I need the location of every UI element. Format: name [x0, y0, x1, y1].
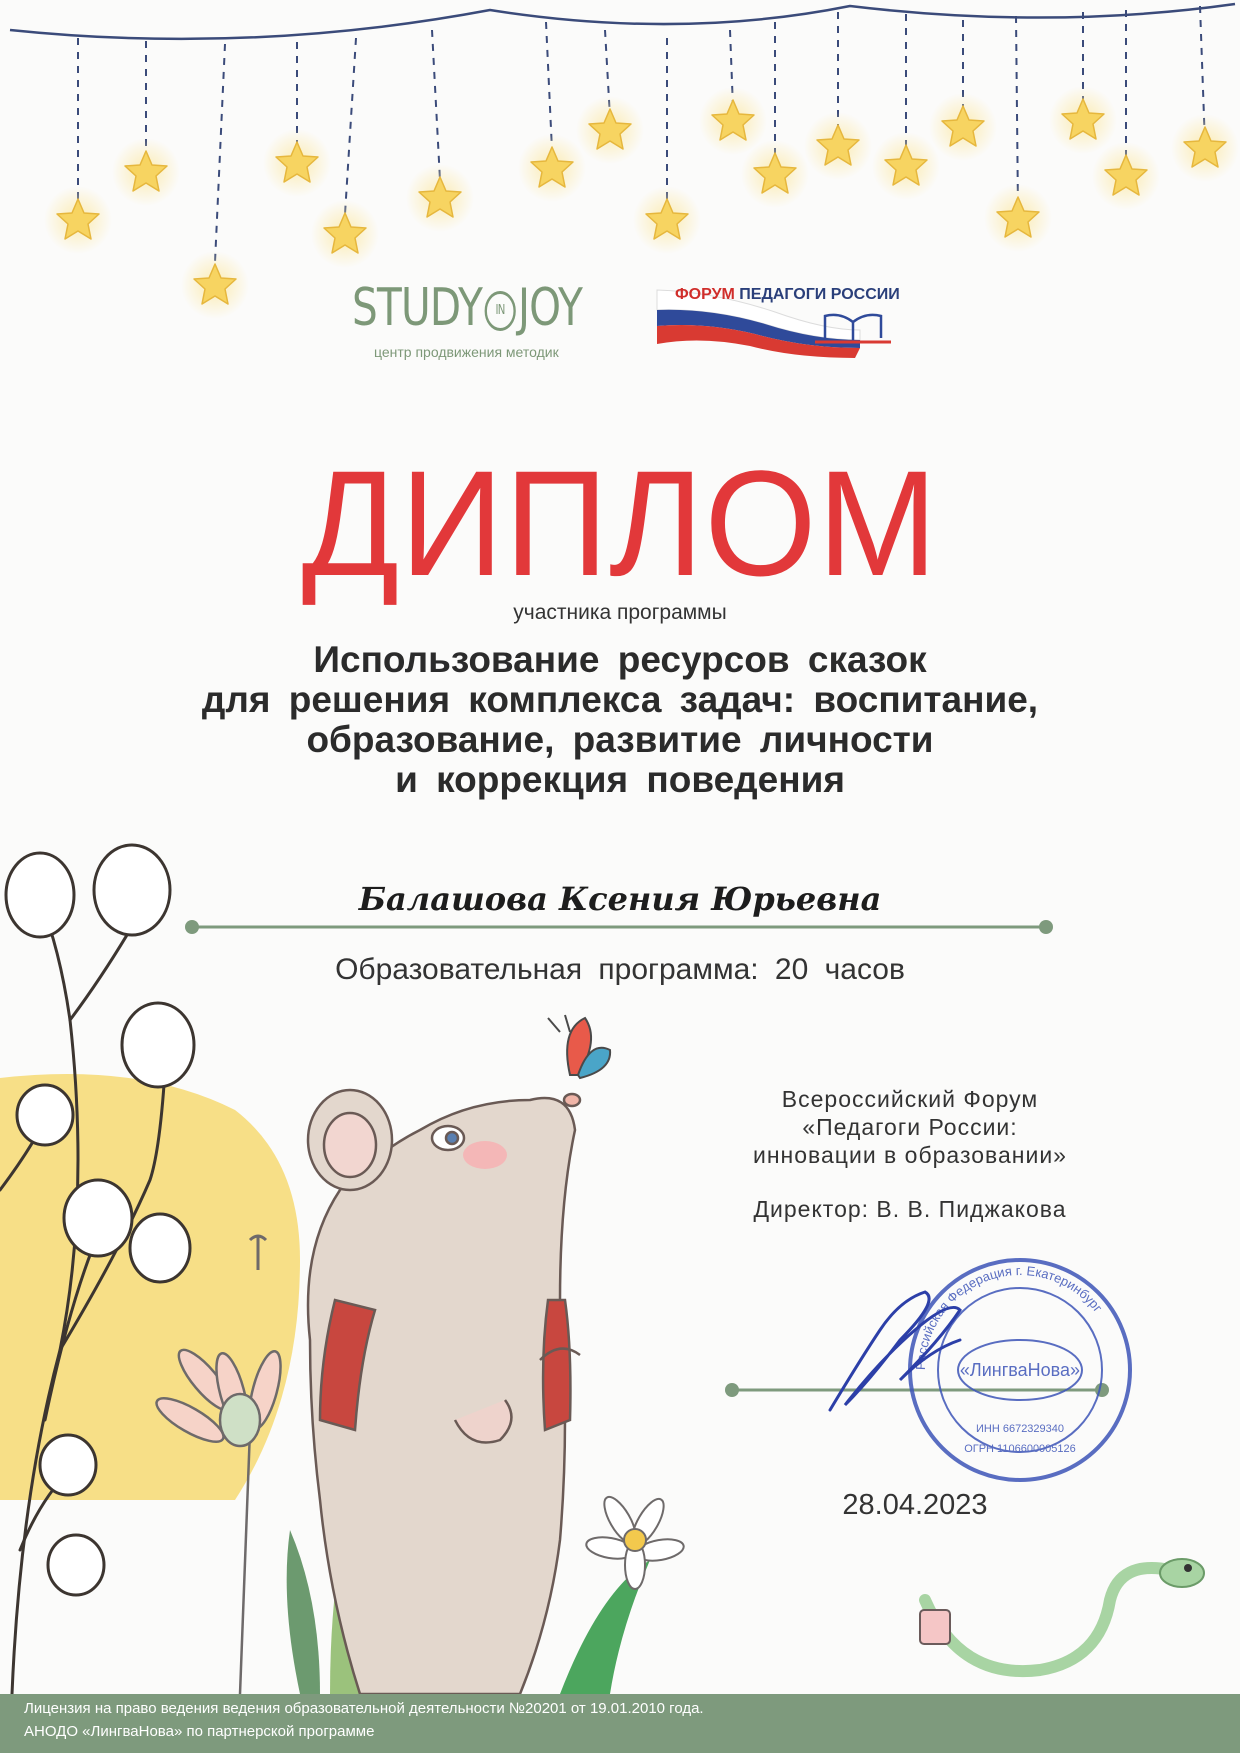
diploma-subtitle: участника программы: [513, 601, 727, 624]
study-in-joy-tagline: центр продвижения методик: [374, 344, 559, 360]
diploma-title: ДИПЛОМ: [301, 439, 939, 607]
director-line: Директор: В. В. Пиджакова: [753, 1196, 1067, 1222]
license-footer: [0, 1694, 1240, 1753]
butterfly-icon: [548, 1015, 610, 1078]
license-line: АНОДО «ЛингваНова» по партнерской программе: [24, 1723, 375, 1740]
program-title-line: Использование ресурсов сказок: [313, 639, 927, 680]
participant-name: Балашова Ксения Юрьевна: [358, 880, 882, 918]
organizer-line: «Педагоги России:: [802, 1114, 1018, 1140]
svg-text:«ЛингваНова»: «ЛингваНова»: [959, 1360, 1081, 1380]
forum-logo: ФОРУМ ПЕДАГОГИ РОССИИ: [655, 282, 905, 362]
program-title-line: и коррекция поведения: [395, 759, 845, 800]
svg-text:ИНН 6672329340: ИНН 6672329340: [975, 1423, 1065, 1435]
organizer-name: [700, 1085, 1120, 1169]
mouse-character: [308, 1090, 580, 1694]
study-in-joy-logo: STUDY IN JOY центр продвижения методик: [352, 278, 583, 360]
license-line: Лицензия на право ведения ведения образовательной деятельности №20201 от 19.01.2010 года.: [24, 1700, 704, 1717]
program-title-line: для решения комплекса задач: воспитание,: [201, 679, 1039, 720]
snake-character: [920, 1559, 1204, 1671]
program-title-line: образование, развитие личности: [306, 719, 934, 760]
white-daisy: [585, 1492, 686, 1589]
organizer-line: Всероссийский Форум: [781, 1086, 1039, 1112]
svg-text:ОГРН 1106600005126: ОГРН 1106600005126: [964, 1443, 1076, 1455]
program-hours: Образовательная программа: 20 часов: [335, 953, 905, 986]
program-title: [100, 640, 1140, 800]
svg-text:Российская Федерация г. Екатер: Российская Федерация г. Екатеринбург: [912, 1262, 1106, 1371]
organizer-line: инновации в образовании»: [753, 1142, 1067, 1168]
issue-date: 28.04.2023: [842, 1489, 988, 1521]
